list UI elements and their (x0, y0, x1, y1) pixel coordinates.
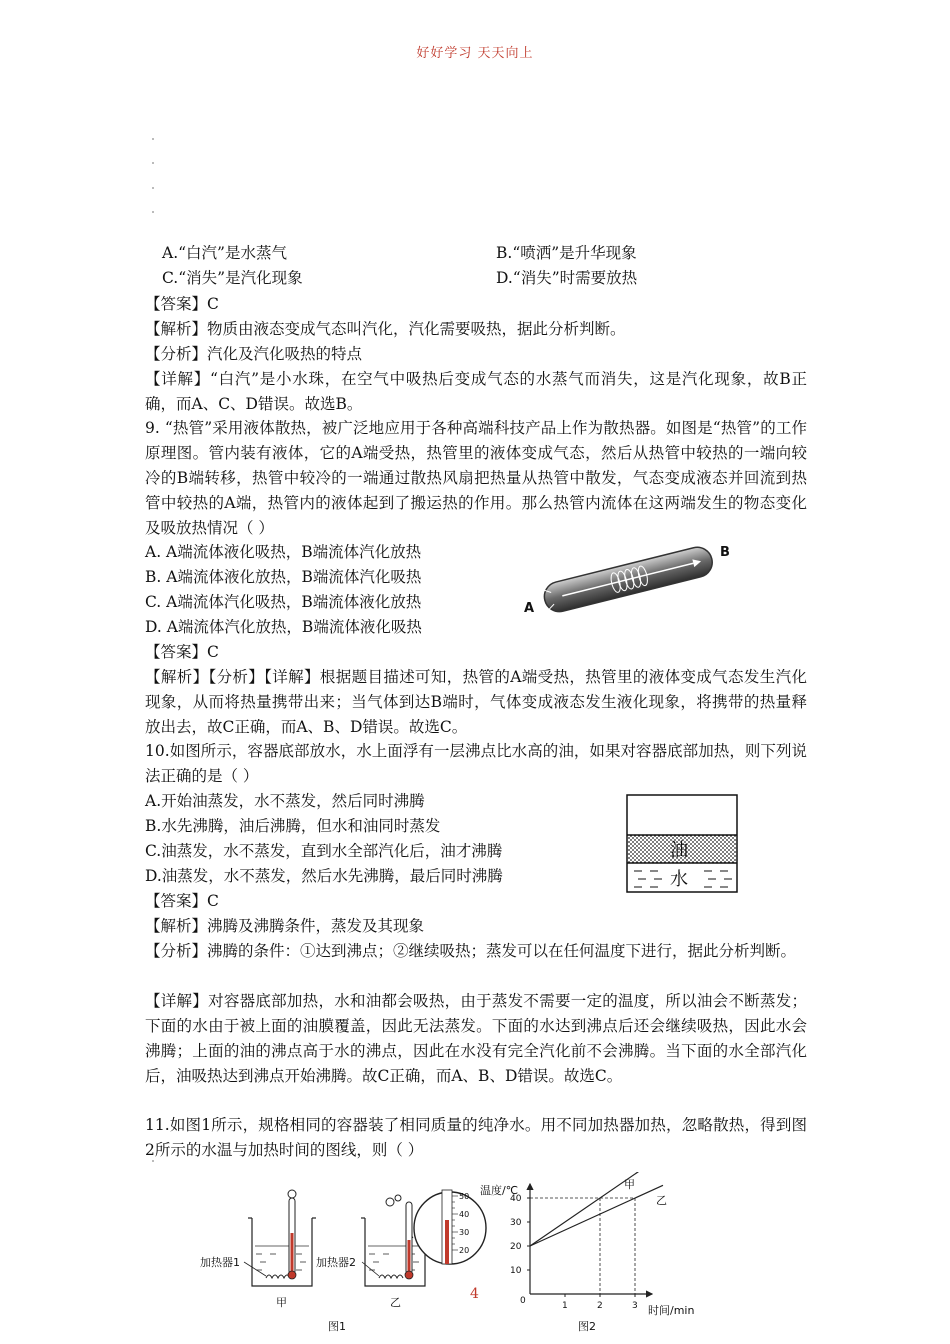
thermo-tick-30: 30 (459, 1228, 470, 1237)
thermo-tick-20: 20 (459, 1246, 470, 1255)
q9-answer: 【答案】C (145, 643, 219, 661)
q8-option-d: D.“消失”时需要放热 (496, 269, 638, 287)
graph-xlabel: 时间/min (648, 1304, 695, 1317)
beaker-yi-label: 乙 (390, 1296, 401, 1309)
q8-option-b: B.“喷洒”是升华现象 (496, 244, 637, 262)
scan-dot (152, 162, 154, 164)
q10-option-c: C.油蒸发，水不蒸发，直到水全部汽化后，油才沸腾 (145, 842, 503, 860)
figure-1-caption: 图1 (328, 1320, 346, 1333)
thermo-tick-40: 40 (459, 1210, 470, 1219)
q10-option-a: A.开始油蒸发，水不蒸发，然后同时沸腾 (145, 792, 425, 810)
q8-analysis-type: 【分析】汽化及汽化吸热的特点 (145, 345, 363, 363)
q10-option-d: D.油蒸发，水不蒸发，然后水先沸腾，最后同时沸腾 (145, 867, 503, 885)
scan-dot (152, 211, 154, 213)
graph-origin: 0 (520, 1296, 526, 1306)
q8-option-a: A.“白汽”是水蒸气 (162, 244, 287, 262)
y-tick-label-40: 40 (510, 1194, 522, 1204)
q10-answer: 【答案】C (145, 892, 219, 910)
y-tick-label-30: 30 (510, 1218, 522, 1228)
heat-pipe-diagram (520, 538, 740, 618)
oil-water-container (624, 793, 740, 895)
x-tick-label-2: 2 (597, 1301, 603, 1311)
line-yi (530, 1185, 663, 1246)
graph-ylabel: 温度/℃ (480, 1184, 519, 1197)
q9-stem: 9. “热管”采用液体散热，被广泛地应用于各种高端科技产品上作为散热器。如图是“热管”的工作原理图。管内装有液体，它的A端受热，热管里的液体变成气态，然后从热管中较热的一端向较冷的B端转移，热管中较冷的一端通过散热风扇把热量从热管中散发，气态变成液态并回流到热管中较热的A端，热管内的液体起到了搬运热的作用。那么热管内流体在这两端发生的物态变化及吸放热情况（ ） (145, 419, 807, 537)
q10-analysis: 【解析】沸腾及沸腾条件，蒸发及其现象 (145, 917, 425, 935)
thermo-tick-50: 50 (459, 1192, 470, 1201)
q9-option-b: B. A端流体液化放热，B端流体汽化吸热 (145, 568, 422, 586)
q8-detail: 【详解】“白汽”是小水珠，在空气中吸热后变成气态的水蒸气而消失，这是汽化现象，故B正确，而A、C、D错误。故选B。 (145, 370, 807, 413)
x-tick-label-1: 1 (562, 1301, 568, 1311)
figure-2-graph (480, 1172, 730, 1328)
x-tick-label-3: 3 (632, 1301, 638, 1311)
q10-option-b: B.水先沸腾，油后沸腾，但水和油同时蒸发 (145, 817, 441, 835)
scan-dot (152, 187, 154, 189)
heat-pipe-label-b: B (720, 545, 730, 560)
scan-dot (152, 138, 154, 140)
q9-option-d: D. A端流体汽化放热，B端流体液化吸热 (145, 618, 422, 636)
heat-pipe-label-a: A (524, 601, 535, 616)
page-header: 好好学习 天天向上 (416, 46, 534, 61)
q9-option-a: A. A端流体液化吸热，B端流体汽化放热 (145, 543, 422, 561)
q9-detail: 【解析】【分析】【详解】根据题目描述可知，热管的A端受热，热管里的液体变成气态发生汽化现象，从而将热量携带出来；当气体到达B端时，气体变成液态发生液化现象，将携带的热量释放出去，故C正确，而A、B、D错误。故选C。 (145, 668, 807, 736)
q8-analysis: 【解析】物质由液态变成气态叫汽化，汽化需要吸热，据此分析判断。 (145, 320, 626, 338)
q11-stem: 11.如图1所示，规格相同的容器装了相同质量的纯净水。用不同加热器加热，忽略散热，得到图2所示的水温与加热时间的图线，则（ ） (145, 1116, 807, 1159)
scan-dot (152, 1160, 154, 1162)
figure-2-caption: 图2 (578, 1320, 596, 1333)
heater-1-label: 加热器1 (200, 1256, 240, 1269)
q8-option-c: C.“消失”是汽化现象 (162, 269, 303, 287)
q8-answer: 【答案】C (145, 295, 219, 313)
oil-label: 油 (670, 840, 688, 861)
y-tick-label-10: 10 (510, 1266, 522, 1276)
y-tick-label-20: 20 (510, 1242, 522, 1252)
q10-analysis-condition: 【分析】沸腾的条件：①达到沸点；②继续吸热；蒸发可以在任何温度下进行，据此分析判断。 (145, 942, 797, 960)
heater-2-label: 加热器2 (316, 1256, 356, 1269)
line-jia-label: 甲 (624, 1178, 635, 1191)
line-yi-label: 乙 (656, 1194, 667, 1207)
page-number: 4 (470, 1286, 479, 1302)
q10-detail: 【详解】对容器底部加热，水和油都会吸热，由于蒸发不需要一定的温度，所以油会不断蒸发；下面的水由于被上面的油膜覆盖，因此无法蒸发。下面的水达到沸点后还会继续吸热，因此水会沸腾；上面的油的沸点高于水的沸点，因此在水没有完全汽化前不会沸腾。当下面的水全部汽化后，油吸热达到沸点开始沸腾。故C正确，而A、B、D错误。故选C。 (145, 992, 807, 1085)
q10-stem: 10.如图所示，容器底部放水，水上面浮有一层沸点比水高的油，如果对容器底部加热，则下列说法正确的是（ ） (145, 742, 807, 785)
line-jia (530, 1172, 639, 1246)
water-label: 水 (670, 869, 688, 890)
figure-1-beakers (200, 1178, 500, 1328)
q9-option-c: C. A端流体汽化吸热，B端流体液化放热 (145, 593, 422, 611)
beaker-jia-label: 甲 (276, 1296, 287, 1309)
